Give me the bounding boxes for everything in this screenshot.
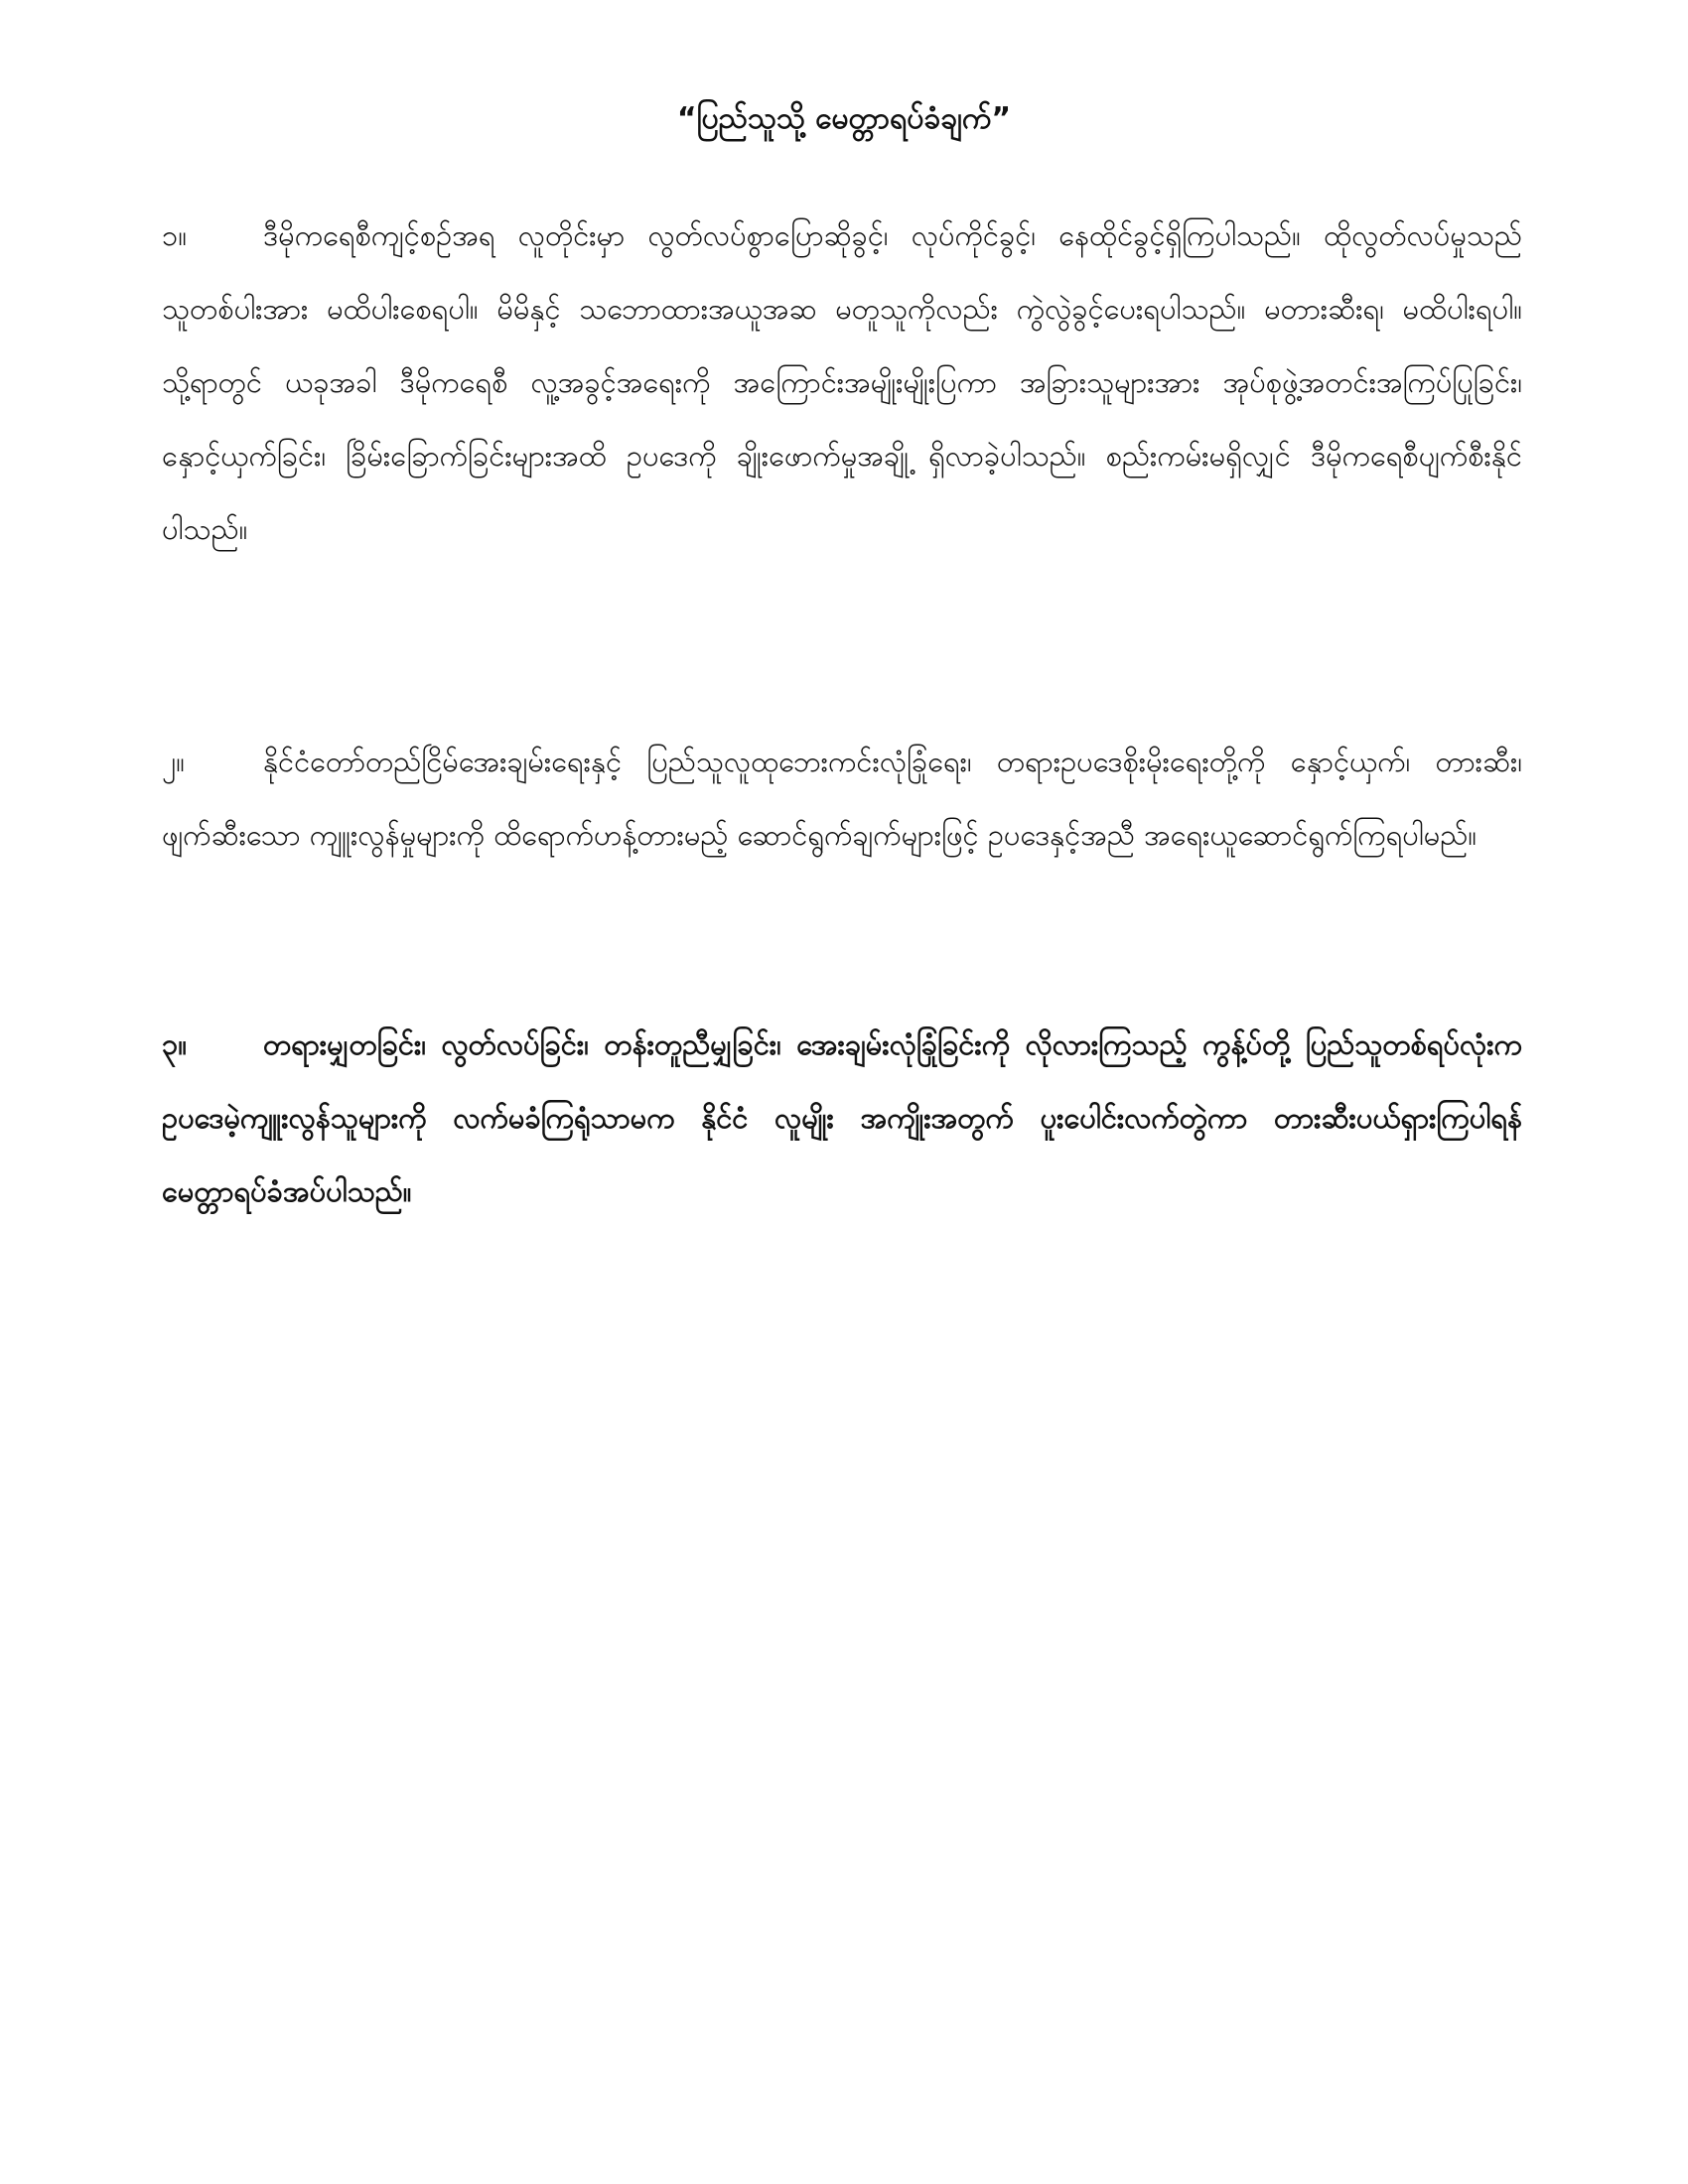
paragraph-1 — [162, 199, 1522, 566]
paragraph-3 — [162, 1008, 1522, 1228]
paragraph-2-number: ၂။ — [162, 745, 186, 778]
document-title: “ပြည်သူသို့ မေတ္တာရပ်ခံချက်” — [676, 101, 1012, 136]
paragraph-2 — [162, 725, 1522, 872]
paragraph-2-text: နိုင်ငံတော်တည်ငြိမ်အေးချမ်းရေးနှင့် ပြည်သူလူထုဘေးကင်းလုံခြုံရေး၊ တရားဥပဒေစိုးမိုးရေးတို့ကို နှောင့်ယှက်၊ တားဆီး၊ ဖျက်ဆီးသော ကျူးလွန်မှုများကို ထိရောက်ဟန့်တားမည့် ဆောင်ရွက်ချက်များဖြင့် ဥပဒေနှင့်အညီ အရေးယူဆောင်ရွက်ကြရပါမည်။ — [162, 745, 1522, 852]
paragraph-3-number: ၃။ — [162, 1027, 188, 1061]
paragraph-1-number: ၁။ — [162, 218, 188, 252]
paragraph-1-text: ဒီမိုကရေစီကျင့်စဉ်အရ လူတိုင်းမှာ လွတ်လပ်စွာပြောဆိုခွင့်၊ လုပ်ကိုင်ခွင့်၊ နေထိုင်ခွင့်ရှိကြပါသည်။ ထိုလွတ်လပ်မှုသည် သူတစ်ပါးအား မထိပါးစေရပါ။ မိမိနှင့် သဘောထားအယူအဆ မတူသူကိုလည်း ကွဲလွဲခွင့်ပေးရပါသည်။ မတားဆီးရ၊ မထိပါးရပါ။ သို့ရာတွင် ယခုအခါ ဒီမိုကရေစီ လူ့အခွင့်အရေးကို အကြောင်းအမျိုးမျိုးပြကာ အခြားသူများအား အုပ်စုဖွဲ့အတင်းအကြပ်ပြုခြင်း၊ နှောင့်ယှက်ခြင်း၊ ခြိမ်းခြောက်ခြင်းများအထိ ဥပဒေကို ချိုးဖောက်မှုအချို့ ရှိလာခဲ့ပါသည်။ စည်းကမ်းမရှိလျှင် ဒီမိုကရေစီပျက်စီးနိုင်ပါသည်။ — [162, 218, 1522, 546]
paragraph-3-text: တရားမျှတခြင်း၊ လွတ်လပ်ခြင်း၊ တန်းတူညီမျှခြင်း၊ အေးချမ်းလုံခြုံခြင်းကို လိုလားကြသည့် ကွန့်ပ်တို့ ပြည်သူတစ်ရပ်လုံးက ဥပဒေမဲ့ကျူးလွန်သူများကို လက်မခံကြရုံသာမက နိုင်ငံ လူမျိုး အကျိုးအတွက် ပူးပေါင်းလက်တွဲကာ တားဆီးပယ်ရှားကြပါရန် မေတ္တာရပ်ခံအပ်ပါသည်။ — [162, 1027, 1522, 1208]
